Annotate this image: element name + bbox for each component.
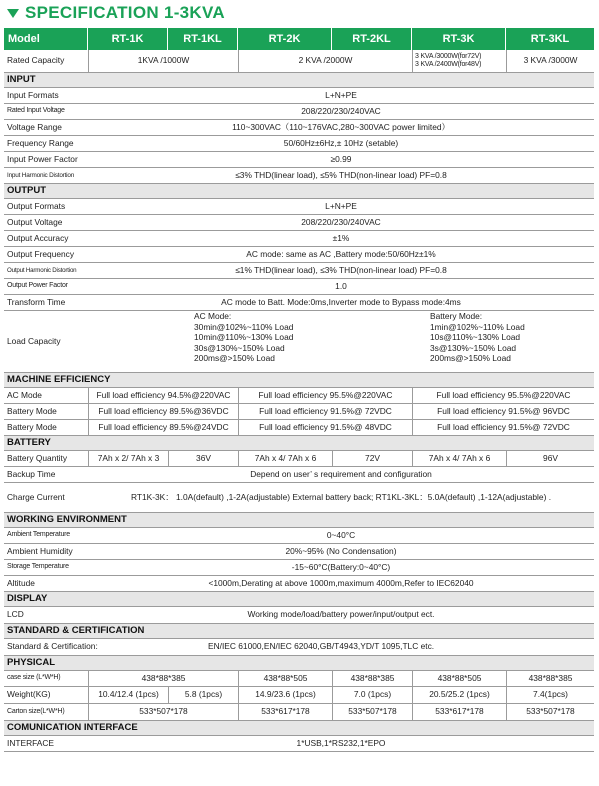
spec-row (4, 152, 594, 168)
row-value: Full load efficiency 91.5%@ 96VDC (412, 404, 594, 419)
efficiency-row (4, 388, 594, 404)
page-title: SPECIFICATION 1-3KVA (25, 3, 225, 23)
section-input: INPUT (4, 73, 594, 88)
standard-row (4, 639, 594, 656)
row-label: Ambient Humidity (7, 545, 73, 556)
header-model: Model (4, 28, 88, 50)
row-value: 7Ah x 4/ 7Ah x 6 (238, 451, 332, 466)
row-value: Full load efficiency 95.5%@220VAC (412, 388, 594, 403)
section-machine-efficiency: MACHINE EFFICIENCY (4, 373, 594, 388)
section-standard-certification: STANDARD & CERTIFICATION (4, 624, 594, 639)
battery-quantity-row (4, 451, 594, 467)
row-value: 438*88*505 (238, 671, 332, 686)
row-value: AC mode to Batt. Mode:0ms,Inverter mode to Bypass mode:4ms (221, 296, 461, 307)
backup-time-row (4, 467, 594, 483)
load-capacity-battery-mode (358, 311, 594, 372)
row-value: Full load efficiency 91.5%@ 72VDC (412, 420, 594, 435)
row-label: Battery Quantity (7, 452, 68, 463)
rated-capacity-2k: 2 KVA /2000W (238, 50, 412, 72)
spec-row (4, 560, 594, 576)
spec-row (4, 231, 594, 247)
spec-row (4, 247, 594, 263)
row-label: Output Voltage (7, 216, 63, 227)
row-value: 533*507*178 (332, 704, 412, 720)
row-value: ≤1% THD(linear load), ≤3% THD(non-linear load) PF=0.8 (235, 264, 447, 275)
load-capacity-row (4, 311, 594, 373)
list-item: 200ms@>150% Load (194, 353, 275, 364)
row-value: 533*507*178 (88, 704, 238, 720)
list-item: 30s@130%~150% Load (194, 342, 285, 353)
list-item: 200ms@>150% Load (430, 353, 511, 364)
spec-row (4, 263, 594, 279)
case-size-row (4, 671, 594, 687)
efficiency-row (4, 404, 594, 420)
row-value: ±1% (332, 232, 350, 243)
row-label: Standard & Certification: (7, 641, 98, 652)
row-label: Output Frequency (7, 248, 75, 259)
row-value: Depend on user’ s requirement and configuration (250, 468, 432, 479)
row-value: 438*88*385 (332, 671, 412, 686)
row-value: 438*88*385 (88, 671, 238, 686)
row-value: 14.9/23.6 (1pcs) (238, 687, 332, 703)
row-value: 0~40°C (326, 529, 356, 540)
row-value: Full load efficiency 91.5%@ 72VDC (238, 404, 412, 419)
row-value: 7Ah x 4/ 7Ah x 6 (412, 451, 506, 466)
row-value: <1000m,Derating at above 1000m,maximum 4000m,Refer to IEC62040 (208, 577, 474, 588)
row-value: 20%~95% (No Condensation) (285, 545, 397, 556)
header-rt-3kl: RT-3KL (530, 32, 570, 45)
page-title-bar (0, 0, 599, 26)
list-item: AC Mode: (194, 311, 232, 321)
row-label: Input Harmonic Distortion (7, 171, 75, 179)
spec-row (4, 120, 594, 136)
row-label: Output Accuracy (7, 232, 69, 243)
row-label: Output Formats (7, 200, 66, 211)
row-label: Output Power Factor (7, 282, 68, 290)
row-value: 5.8 (1pcs) (168, 687, 238, 703)
row-value: Working mode/load/battery power/input/output ect. (247, 609, 435, 620)
list-item: 30min@102%~110% Load (194, 321, 294, 332)
row-value: 438*88*385 (506, 671, 594, 686)
spec-row (4, 104, 594, 120)
spec-row (4, 199, 594, 215)
triangle-bullet-icon (7, 9, 19, 18)
row-label: Storage Temperature (7, 563, 69, 571)
rated-capacity-3kl: 3 KVA /3000W (506, 50, 594, 72)
header-rt-3k: RT-3K (412, 28, 506, 50)
spec-row (4, 576, 594, 592)
spec-row (4, 136, 594, 152)
row-value: 96V (506, 451, 594, 466)
row-label: LCD (7, 609, 24, 620)
row-value: L+N+PE (325, 200, 357, 211)
row-value: Full load efficiency 91.5%@ 48VDC (238, 420, 412, 435)
charge-current-row (4, 483, 594, 513)
row-value: 36V (168, 451, 238, 466)
row-value: 208/220/230/240VAC (301, 105, 381, 116)
row-value: Full load efficiency 89.5%@36VDC (88, 404, 238, 419)
row-value: 110~300VAC（110~176VAC,280~300VAC power limited） (232, 121, 450, 132)
row-label: Frequency Range (7, 137, 74, 148)
row-label: Transform Time (7, 296, 66, 307)
rated-capacity-3k-72v: 3 KVA /3000W(for72V) (415, 52, 482, 60)
spec-row (4, 295, 594, 311)
table-header (4, 28, 594, 50)
row-value: Full load efficiency 89.5%@24VDC (88, 420, 238, 435)
row-label: Carton size(L*W*H) (7, 707, 65, 715)
list-item: 10min@110%~130% Load (194, 332, 294, 343)
row-label: Rated Input Voltage (7, 107, 65, 115)
row-label: Ambient Temperature (7, 531, 70, 539)
spec-row (4, 88, 594, 104)
weight-row (4, 687, 594, 704)
row-label: Input Power Factor (7, 153, 78, 164)
row-label: Altitude (7, 577, 35, 588)
spec-row (4, 544, 594, 560)
rated-capacity-row (4, 50, 594, 73)
row-value: 1*USB,1*RS232,1*EPO (296, 737, 386, 748)
row-label: Backup Time (7, 468, 56, 479)
row-label: case size (L*W*H) (7, 674, 61, 682)
row-value: AC mode: same as AC ,Battery mode:50/60Hz±1% (246, 248, 436, 259)
row-value: 438*88*505 (412, 671, 506, 686)
row-label: Charge Current (7, 491, 65, 502)
row-value: Full load efficiency 94.5%@220VAC (88, 388, 238, 403)
row-value: L+N+PE (325, 89, 357, 100)
header-rt-2kl: RT-2KL (332, 28, 412, 50)
lcd-row (4, 607, 594, 624)
row-label: Weight(KG) (7, 689, 51, 700)
header-rt-2k: RT-2K (238, 28, 332, 50)
carton-size-row (4, 704, 594, 721)
row-label: Output Harmonic Distortion (7, 266, 77, 274)
list-item: 10s@110%~130% Load (430, 332, 521, 343)
row-label: Load Capacity (7, 335, 61, 346)
row-value: RT1K-3K： 1.0A(default) ,1-2A(adjustable) External battery back; RT1KL-3KL：5.0A(default) ,1-12A(adjustable) . (130, 491, 552, 502)
row-value: 533*617*178 (238, 704, 332, 720)
row-value: ≥0.99 (330, 153, 352, 164)
interface-row (4, 736, 594, 752)
header-rt-1kl: RT-1KL (168, 28, 238, 50)
header-rt-1k: RT-1K (88, 28, 168, 50)
row-label: Voltage Range (7, 121, 62, 132)
row-label: Battery Mode (7, 405, 57, 416)
row-label: INTERFACE (7, 737, 54, 748)
row-label: Input Formats (7, 89, 59, 100)
row-value: 208/220/230/240VAC (301, 216, 381, 227)
row-label: AC Mode (7, 389, 42, 400)
row-value: 7.4(1pcs) (506, 687, 594, 703)
section-working-environment: WORKING ENVIRONMENT (4, 513, 594, 528)
row-value: 20.5/25.2 (1pcs) (412, 687, 506, 703)
list-item: 1min@102%~110% Load (430, 321, 525, 332)
row-label: Battery Mode (7, 421, 57, 432)
section-battery: BATTERY (4, 436, 594, 451)
row-value: 50/60Hz±6Hz,± 10Hz (setable) (283, 137, 399, 148)
row-label: Rated Capacity (7, 55, 65, 66)
row-value: 10.4/12.4 (1pcs) (88, 687, 168, 703)
spec-table (4, 28, 594, 752)
row-value: 533*507*178 (506, 704, 594, 720)
row-value: 7Ah x 2/ 7Ah x 3 (88, 451, 168, 466)
list-item: Battery Mode: (430, 311, 483, 321)
spec-row (4, 215, 594, 231)
spec-row (4, 528, 594, 544)
row-value: 533*617*178 (412, 704, 506, 720)
section-physical: PHYSICAL (4, 656, 594, 671)
section-communication-interface: COMUNICATION INTERFACE (4, 721, 594, 736)
row-value: ≤3% THD(linear load), ≤5% THD(non-linear load) PF=0.8 (235, 169, 447, 180)
row-value: EN/IEC 61000,EN/IEC 62040,GB/T4943,YD/T 1095,TLC etc. (208, 641, 435, 652)
rated-capacity-3k-48v: 3 KVA /2400W(for48V) (415, 61, 482, 68)
load-capacity-ac-mode (88, 311, 358, 372)
row-value: Full load efficiency 95.5%@220VAC (238, 388, 412, 403)
row-value: -15~60°C(Battery:0~40°C) (291, 561, 391, 572)
row-value: 1.0 (335, 280, 347, 291)
spec-row (4, 279, 594, 295)
list-item: 3s@130%~150% Load (430, 342, 517, 353)
efficiency-row (4, 420, 594, 436)
section-output: OUTPUT (4, 184, 594, 199)
rated-capacity-3k (412, 50, 506, 72)
load-capacity-values (88, 311, 594, 372)
row-value: 72V (332, 451, 412, 466)
spec-row (4, 168, 594, 184)
section-display: DISPLAY (4, 592, 594, 607)
row-value: 7.0 (1pcs) (332, 687, 412, 703)
rated-capacity-1k: 1KVA /1000W (88, 50, 238, 72)
